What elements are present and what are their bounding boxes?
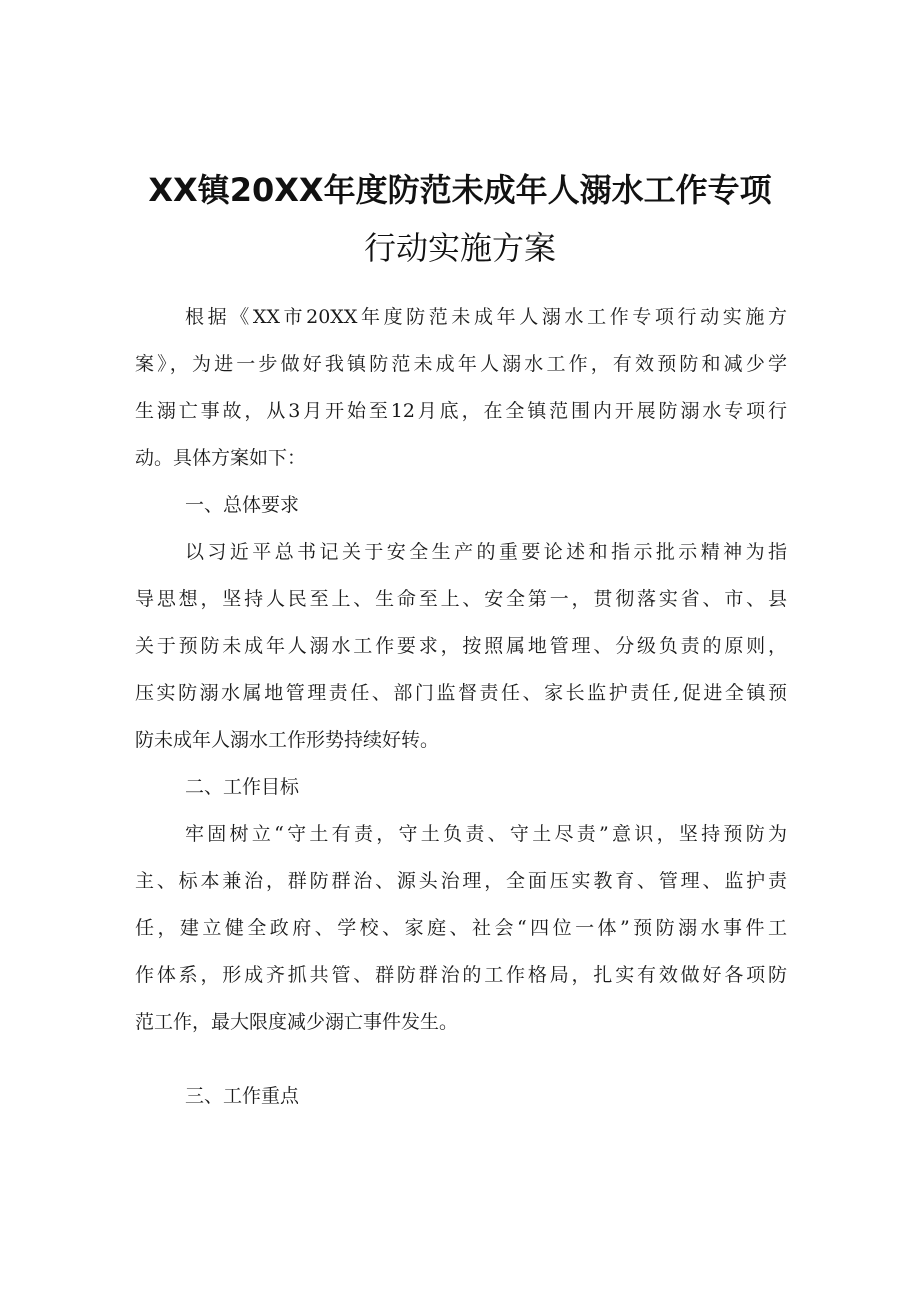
section-heading: 一、总体要求 — [185, 494, 300, 516]
intro-line: 生溺亡事故，从3月开始至12月底，在全镇范围内开展防溺水专项行 — [135, 400, 787, 422]
paragraph-line: 压实防溺水属地管理责任、部门监督责任、家长监护责任,促进全镇预 — [135, 682, 787, 704]
section-heading: 三、工作重点 — [185, 1085, 300, 1107]
intro-line: 动。具体方案如下： — [135, 447, 307, 469]
paragraph-line: 任，建立健全政府、学校、家庭、社会“四位一体”预防溺水事件工 — [135, 917, 787, 939]
section-heading: 二、工作目标 — [185, 776, 300, 798]
paragraph-line: 导思想，坚持人民至上、生命至上、安全第一，贯彻落实省、市、县 — [135, 588, 787, 610]
paragraph-line: 防未成年人溺水工作形势持续好转。 — [135, 729, 440, 751]
document-title-line-1: XX镇20XX年度防范未成年人溺水工作专项 — [148, 171, 772, 209]
paragraph-line: 牢固树立“守土有责，守土负责、守土尽责”意识，坚持预防为 — [185, 823, 787, 845]
document-title-line-2: 行动实施方案 — [363, 229, 556, 267]
paragraph-line: 范工作，最大限度减少溺亡事件发生。 — [135, 1011, 459, 1033]
paragraph-line: 主、标本兼治，群防群治、源头治理，全面压实教育、管理、监护责 — [135, 870, 787, 892]
intro-line: 案》，为进一步做好我镇防范未成年人溺水工作，有效预防和减少学 — [135, 353, 787, 375]
paragraph-line: 以习近平总书记关于安全生产的重要论述和指示批示精神为指 — [185, 541, 787, 563]
paragraph-line: 作体系，形成齐抓共管、群防群治的工作格局，扎实有效做好各项防 — [135, 964, 787, 986]
paragraph-line: 关于预防未成年人溺水工作要求，按照属地管理、分级负责的原则， — [135, 635, 787, 657]
intro-line: 根据《XX市20XX年度防范未成年人溺水工作专项行动实施方 — [185, 306, 787, 328]
